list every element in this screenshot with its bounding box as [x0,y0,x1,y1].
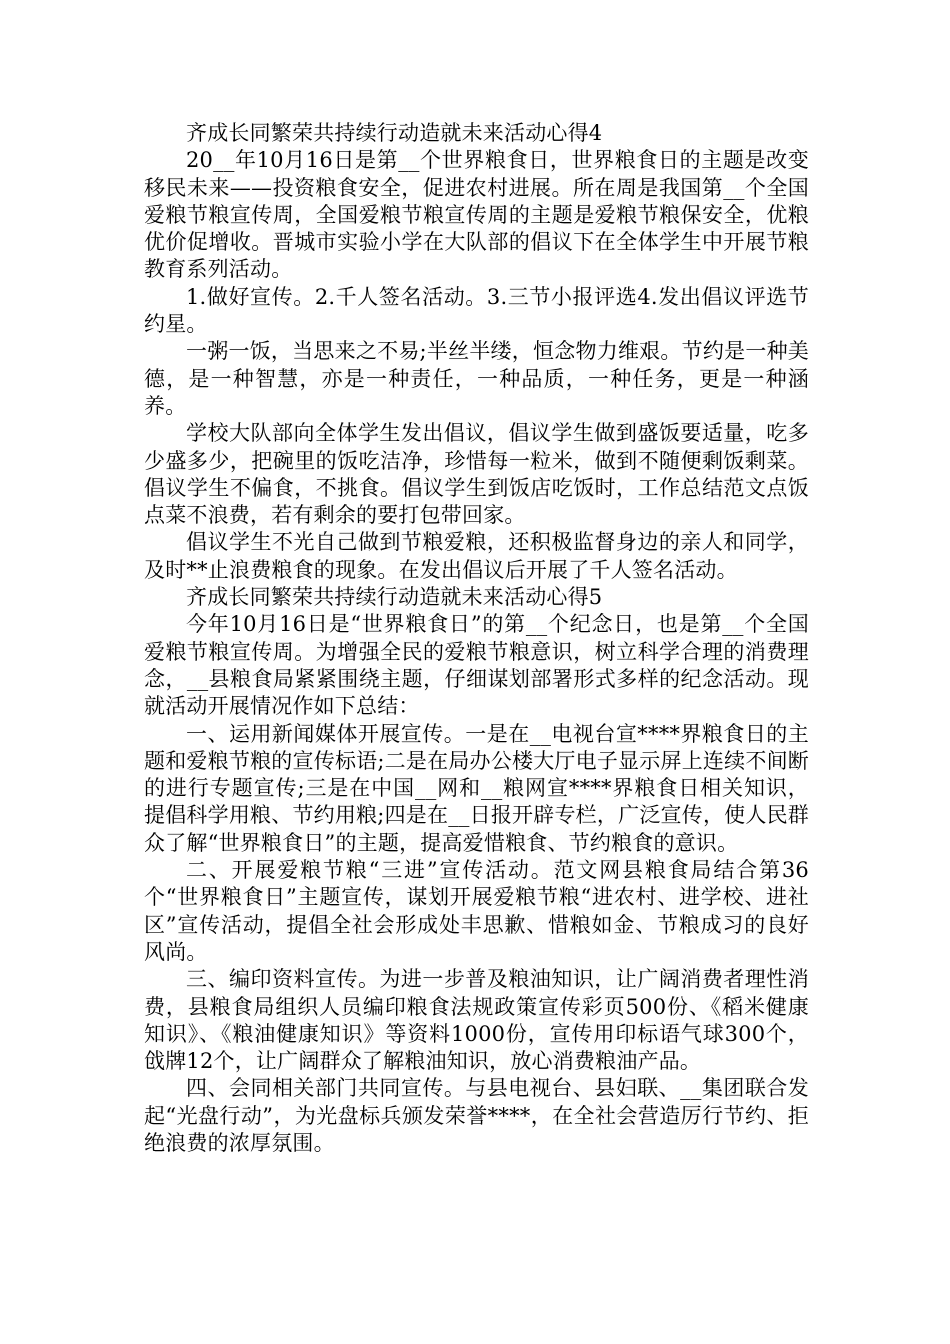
section-title: 齐成长同繁荣共持续行动造就未来活动心得5 [186,585,603,610]
paragraph: 1.做好宣传。2.千人签名活动。3.三节小报评选4.发出倡议评选节约星。 [144,284,809,337]
paragraph: 二、开展爱粮节粮“三进”宣传活动。范文网县粮食局结合第36个“世界粮食日”主题宣传，谋划开展爱粮节粮“进农村、进学校、进社区”宣传活动，提倡全社会形成处丰思歉、惜粮如金、节粮成习的良好风尚。 [144,858,809,964]
paragraph: 一粥一饭，当思来之不易;半丝半缕，恒念物力维艰。节约是一种美德，是一种智慧，亦是一种责任，一种品质，一种任务，更是一种涵养。 [144,339,809,418]
section-5 [144,584,809,1157]
section-title: 齐成长同繁荣共持续行动造就未来活动心得4 [186,121,603,145]
paragraph: 今年10月16日是“世界粮食日”的第__个纪念日，也是第__个全国爱粮节粮宣传周。为增强全民的爱粮节粮意识，树立科学合理的消费理念，__县粮食局紧紧围绕主题，仔细谋划部署形式多样的纪念活动。现就活动开展情况作如下总结： [144,612,809,719]
paragraph: 三、编印资料宣传。为进一步普及粮油知识，让广阔消费者理性消费，县粮食局组织人员编印粮食法规政策宣传彩页500份、《稻米健康知识》、《粮油健康知识》等资料1000份，宣传用印标语气球300个，戗牌12个，让广阔群众了解粮油知识，放心消费粮油产品。 [144,967,809,1074]
paragraph: 四、会同相关部门共同宣传。与县电视台、县妇联、__集团联合发起“光盘行动”，为光盘标兵颁发荣誉****，在全社会营造厉行节约、拒绝浪费的浓厚氛围。 [144,1076,809,1155]
paragraph: 倡议学生不光自己做到节粮爱粮，还积极监督身边的亲人和同学，及时**止浪费粮食的现象。在发出倡议后开展了千人签名活动。 [144,530,809,582]
paragraph: 学校大队部向全体学生发出倡议，倡议学生做到盛饭要适量，吃多少盛多少，把碗里的饭吃洁净，珍惜每一粒米，做到不随便剩饭剩菜。倡议学生不偏食，不挑食。倡议学生到饭店吃饭时，工作总结范文点饭点菜不浪费，若有剩余的要打包带回家。 [144,421,809,528]
paragraph: 一、运用新闻媒体开展宣传。一是在__电视台宣****界粮食日的主题和爱粮节粮的宣传标语;二是在局办公楼大厅电子显示屏上连续不间断的进行专题宣传;三是在中国__网和__粮网宣****界粮食日相关知识，提倡科学用粮、节约用粮;四是在__日报开辟专栏，广泛宣传，使人民群众了解“世界粮食日”的主题，提高爱惜粮食、节约粮食的意识。 [144,721,809,855]
document-body [144,120,809,1157]
paragraph: 20__年10月16日是第__个世界粮食日，世界粮食日的主题是改变移民未来——投资粮食安全，促进农村进展。所在周是我国第__个全国爱粮节粮宣传周，全国爱粮节粮宣传周的主题是爱粮节粮保安全，优粮优价促增收。晋城市实验小学在大队部的倡议下在全体学生中开展节粮教育系列活动。 [144,148,809,282]
section-4 [144,120,809,584]
